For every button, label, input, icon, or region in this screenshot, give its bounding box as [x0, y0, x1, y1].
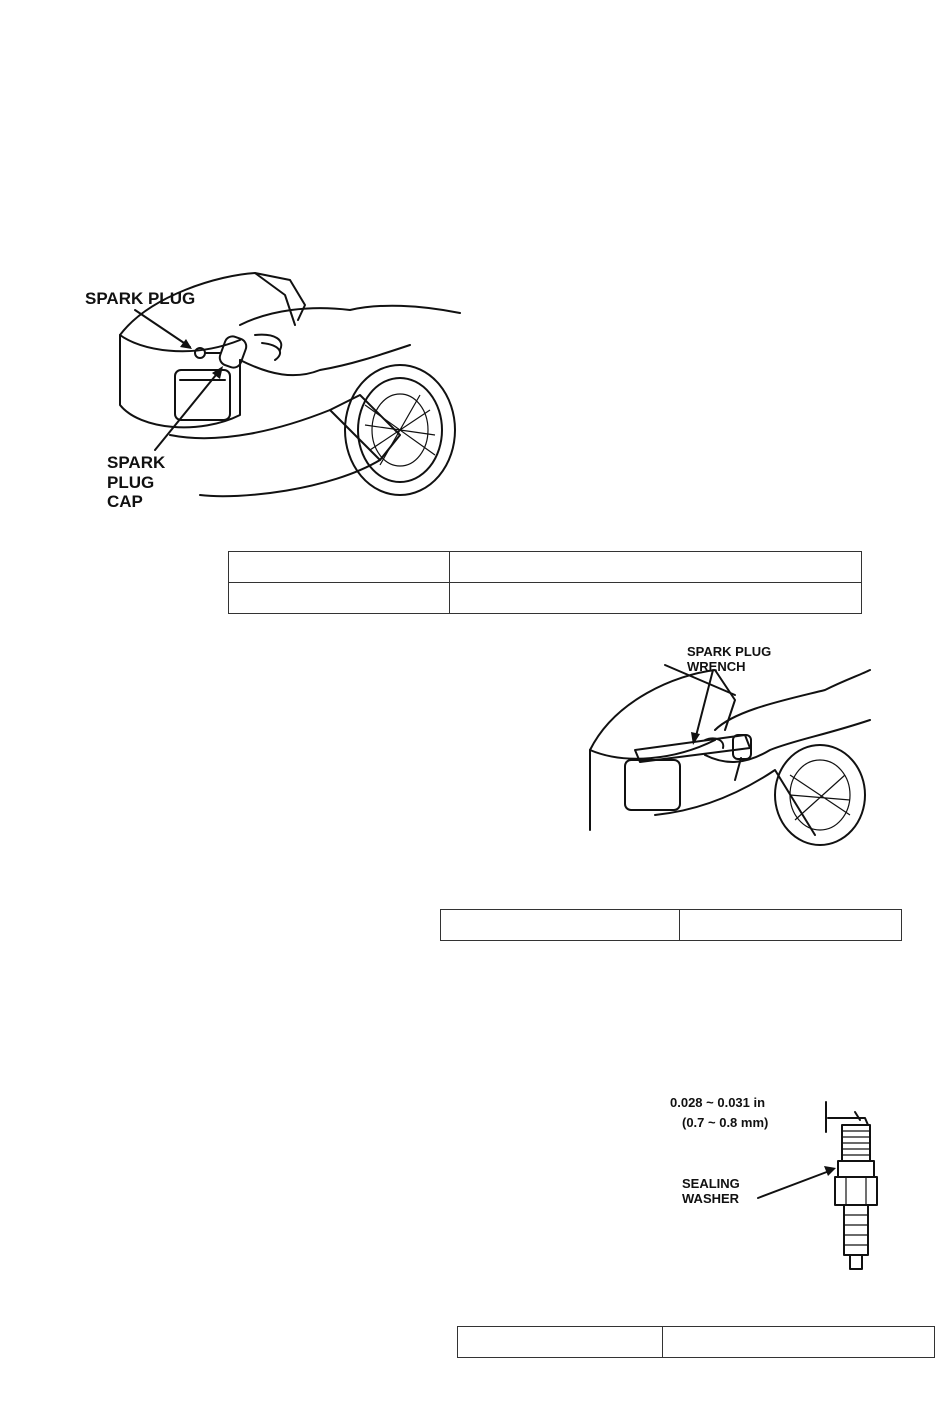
spec-table-1: [228, 551, 862, 614]
table-row: [229, 583, 862, 614]
label-sealing-washer: SEALING WASHER: [682, 1176, 740, 1206]
figure-spark-plug-wrench: [585, 640, 875, 850]
table-cell: [229, 583, 450, 614]
label-spark-plug-wrench: SPARK PLUG WRENCH: [687, 644, 772, 674]
table-cell: [450, 583, 862, 614]
spec-table-2: [440, 909, 902, 941]
table-row: [441, 910, 902, 941]
table-cell: [680, 910, 902, 941]
table-cell: [663, 1327, 935, 1358]
table-cell: [441, 910, 680, 941]
table-cell: [458, 1327, 663, 1358]
table-cell: [450, 552, 862, 583]
label-gap-mm: (0.7 ~ 0.8 mm): [682, 1115, 769, 1130]
figure-spark-plug-gap: [670, 1090, 880, 1275]
table-cell: [229, 552, 450, 583]
label-spark-plug-cap: SPARK PLUG CAP: [107, 453, 166, 512]
table-row: [458, 1327, 935, 1358]
figure-spark-plug-cap: [80, 265, 470, 515]
label-gap-inches: 0.028 ~ 0.031 in: [670, 1095, 766, 1110]
table-row: [229, 552, 862, 583]
spec-table-3: [457, 1326, 935, 1358]
label-spark-plug: SPARK PLUG: [85, 289, 196, 308]
